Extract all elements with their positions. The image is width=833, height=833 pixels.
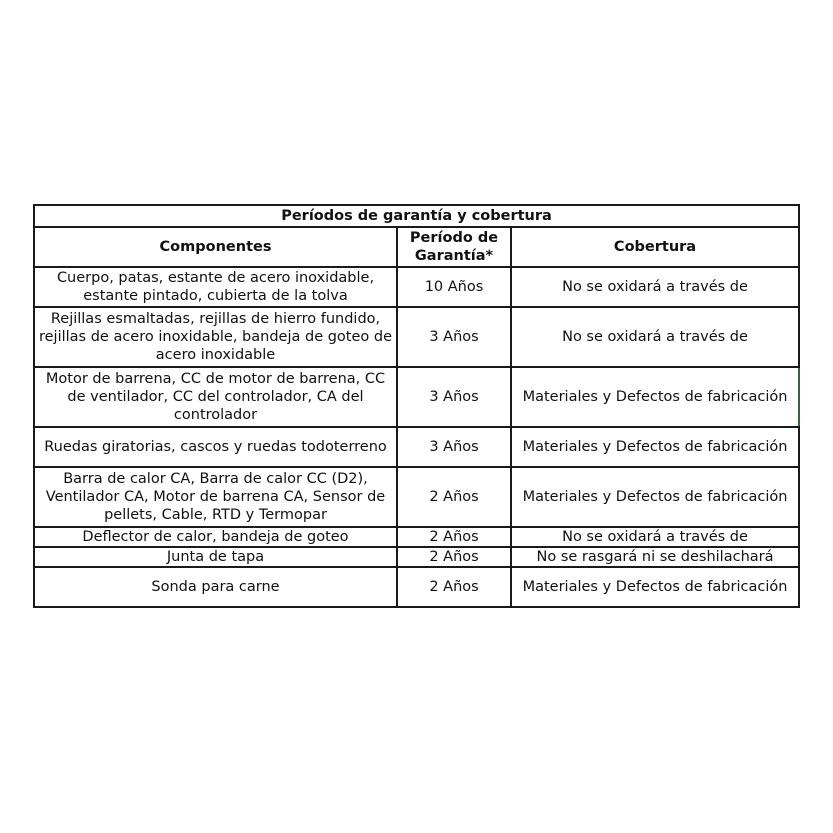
table-row	[34, 367, 799, 427]
table-row	[34, 267, 799, 307]
header-components: Componentes	[34, 227, 397, 267]
component-cell: Ruedas giratorias, cascos y ruedas todoterreno	[34, 427, 397, 467]
coverage-cell: Materiales y Defectos de fabricación	[511, 467, 799, 527]
period-cell: 3 Años	[397, 367, 511, 427]
coverage-cell: Materiales y Defectos de fabricación	[511, 367, 799, 427]
component-cell: Junta de tapa	[34, 547, 397, 567]
period-cell: 2 Años	[397, 467, 511, 527]
period-cell: 2 Años	[397, 547, 511, 567]
component-cell: Sonda para carne	[34, 567, 397, 607]
coverage-cell: No se oxidará a través de	[511, 267, 799, 307]
warranty-table	[33, 204, 800, 608]
period-cell: 3 Años	[397, 427, 511, 467]
table-title: Períodos de garantía y cobertura	[34, 205, 799, 227]
table-title-row	[34, 205, 799, 227]
period-cell: 3 Años	[397, 307, 511, 367]
table-header-row	[34, 227, 799, 267]
header-period: Período de Garantía*	[397, 227, 511, 267]
coverage-cell: Materiales y Defectos de fabricación	[511, 427, 799, 467]
component-cell: Deflector de calor, bandeja de goteo	[34, 527, 397, 547]
component-cell: Barra de calor CA, Barra de calor CC (D2), Ventilador CA, Motor de barrena CA, Sensor de pellets, Cable, RTD y Termopar	[34, 467, 397, 527]
table-row	[34, 527, 799, 547]
coverage-cell: Materiales y Defectos de fabricación	[511, 567, 799, 607]
header-coverage: Cobertura	[511, 227, 799, 267]
table-row	[34, 547, 799, 567]
component-cell: Motor de barrena, CC de motor de barrena, CC de ventilador, CC del controlador, CA del controlador	[34, 367, 397, 427]
period-cell: 10 Años	[397, 267, 511, 307]
component-cell: Rejillas esmaltadas, rejillas de hierro fundido, rejillas de acero inoxidable, bandeja de goteo de acero inoxidable	[34, 307, 397, 367]
table-row	[34, 307, 799, 367]
coverage-cell: No se oxidará a través de	[511, 307, 799, 367]
table-row	[34, 467, 799, 527]
table-row	[34, 427, 799, 467]
period-cell: 2 Años	[397, 527, 511, 547]
coverage-cell: No se rasgará ni se deshilachará	[511, 547, 799, 567]
coverage-cell: No se oxidará a través de	[511, 527, 799, 547]
period-cell: 2 Años	[397, 567, 511, 607]
component-cell: Cuerpo, patas, estante de acero inoxidable, estante pintado, cubierta de la tolva	[34, 267, 397, 307]
table-row	[34, 567, 799, 607]
